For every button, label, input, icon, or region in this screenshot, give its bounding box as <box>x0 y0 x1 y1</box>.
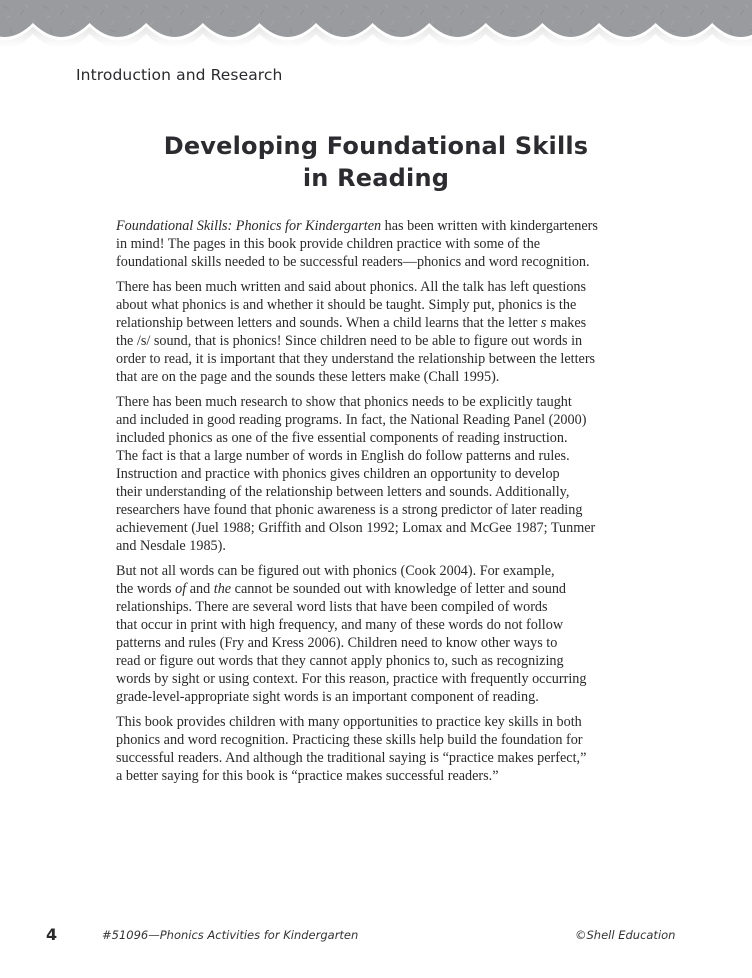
text-line <box>116 411 636 429</box>
text-run: words by sight or using context. For this reason, practice with frequently occurring <box>116 671 587 687</box>
text-line <box>116 368 636 386</box>
italic-text: the <box>213 581 232 597</box>
paragraph <box>116 278 636 386</box>
text-run: their understanding of the relationship between letters and sounds. Additionally, <box>116 484 570 500</box>
text-run: grade-level-appropriate sight words is an important component of reading. <box>116 689 539 705</box>
text-run: that occur in print with high frequency, and many of these words do not follow <box>116 617 564 633</box>
text-line <box>116 713 636 731</box>
text-run: read or figure out words that they cannot apply phonics to, such as recognizing <box>116 653 564 669</box>
text-run: included phonics as one of the five essential components of reading instruction. <box>116 430 568 446</box>
text-line <box>116 652 636 670</box>
text-run: achievement (Juel 1988; Griffith and Olson 1992; Lomax and McGee 1987; Tunmer <box>116 520 596 536</box>
text-run: cannot be sounded out with knowledge of letter and sound <box>231 581 567 597</box>
page-title <box>0 130 752 194</box>
text-line <box>116 465 636 483</box>
text-run: a better saying for this book is “practice makes successful readers.” <box>116 768 499 784</box>
text-line <box>116 537 636 555</box>
text-line <box>116 235 636 253</box>
text-run: There has been much research to show that phonics needs to be explicitly taught <box>116 394 572 410</box>
text-line <box>116 217 636 235</box>
text-run: foundational skills needed to be successful readers—phonics and word recognition. <box>116 254 590 270</box>
text-line <box>116 501 636 519</box>
text-run: successful readers. And although the traditional saying is “practice makes perfect,” <box>116 750 587 766</box>
page-title-line-2: in Reading <box>302 164 450 192</box>
italic-text: of <box>175 581 187 597</box>
text-run: has been written with kindergarteners <box>381 218 598 234</box>
text-run: that are on the page and the sounds these letters make (Chall 1995). <box>116 369 500 385</box>
paragraph <box>116 713 636 785</box>
text-line <box>116 688 636 706</box>
text-run: and <box>186 581 214 597</box>
text-run: makes <box>546 315 587 331</box>
text-run: relationships. There are several word lists that have been compiled of words <box>116 599 548 615</box>
text-line <box>116 483 636 501</box>
text-line <box>116 616 636 634</box>
text-run: Instruction and practice with phonics gives children an opportunity to develop <box>116 466 560 482</box>
page-number: 4 <box>46 925 58 944</box>
text-line <box>116 278 636 296</box>
footer-book-title: #51096—Phonics Activities for Kindergarten <box>102 928 359 942</box>
paragraph <box>116 393 636 555</box>
text-line <box>116 332 636 350</box>
italic-text: Foundational Skills: Phonics for Kindergarten <box>116 218 382 234</box>
text-line <box>116 519 636 537</box>
text-line <box>116 253 636 271</box>
scalloped-header-band <box>0 0 752 60</box>
body-text <box>116 217 636 792</box>
text-line <box>116 580 636 598</box>
page-title-line-1: Developing Foundational Skills <box>163 132 589 160</box>
text-line <box>116 447 636 465</box>
text-run: This book provides children with many opportunities to practice key skills in both <box>116 714 582 730</box>
text-line <box>116 767 636 785</box>
text-line <box>116 296 636 314</box>
text-run: But not all words can be figured out with phonics (Cook 2004). For example, <box>116 563 555 579</box>
italic-text: s <box>540 315 547 331</box>
text-line <box>116 350 636 368</box>
text-run: about what phonics is and whether it should be taught. Simply put, phonics is the <box>116 297 577 313</box>
section-label: Introduction and Research <box>76 66 283 84</box>
text-run: and included in good reading programs. In fact, the National Reading Panel (2000) <box>116 412 587 428</box>
text-run: order to read, it is important that they understand the relationship between the letters <box>116 351 596 367</box>
text-run: the /s/ sound, that is phonics! Since children need to be able to figure out words in <box>116 333 583 349</box>
text-line <box>116 393 636 411</box>
text-run: in mind! The pages in this book provide children practice with some of the <box>116 236 541 252</box>
text-line <box>116 314 636 332</box>
text-line <box>116 598 636 616</box>
text-run: the words <box>116 581 176 597</box>
text-line <box>116 670 636 688</box>
text-line <box>116 634 636 652</box>
text-line <box>116 562 636 580</box>
paragraph <box>116 217 636 271</box>
text-run: and Nesdale 1985). <box>116 538 226 554</box>
text-run: relationship between letters and sounds. When a child learns that the letter <box>116 315 541 331</box>
text-line <box>116 749 636 767</box>
text-line <box>116 429 636 447</box>
footer-copyright: ©Shell Education <box>575 928 676 942</box>
text-run: There has been much written and said about phonics. All the talk has left questions <box>116 279 587 295</box>
text-run: The fact is that a large number of words in English do follow patterns and rules. <box>116 448 570 464</box>
text-run: researchers have found that phonic awareness is a strong predictor of later reading <box>116 502 583 518</box>
text-line <box>116 731 636 749</box>
text-run: phonics and word recognition. Practicing these skills help build the foundation for <box>116 732 583 748</box>
text-run: patterns and rules (Fry and Kress 2006). Children need to know other ways to <box>116 635 558 651</box>
paragraph <box>116 562 636 706</box>
